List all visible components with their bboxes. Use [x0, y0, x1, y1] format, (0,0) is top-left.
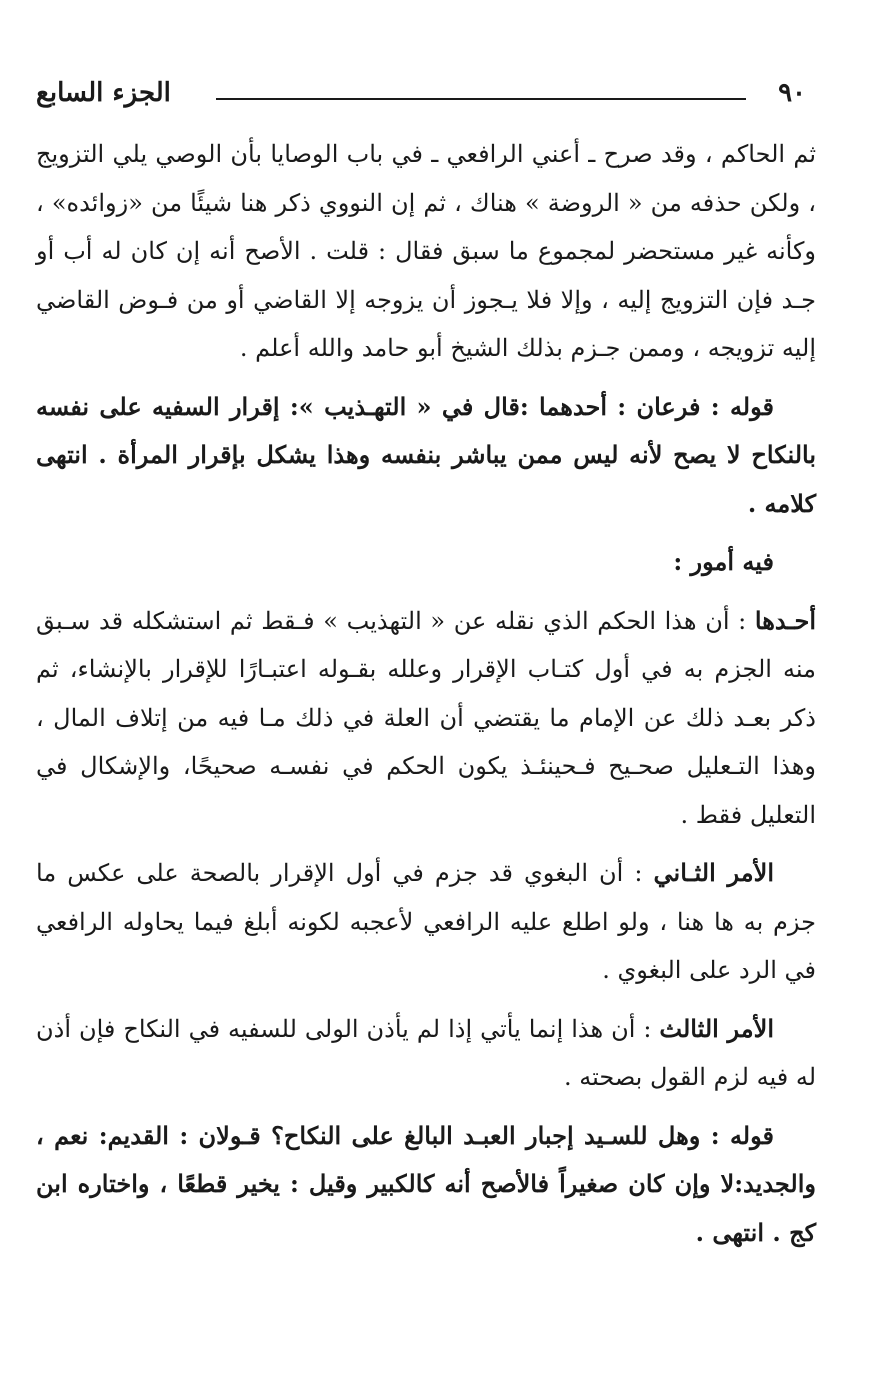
- page-number: ٩٠: [778, 78, 806, 108]
- paragraph-lead: الأمر الثـاني: [653, 858, 774, 887]
- paragraph-text: قوله : فرعان : أحدهما :قال في « التهـذيب »: إقرار السفيه على نفسه بالنكاح لا يصح لأنه ليس ممن يباشر بنفسه وهذا يشكل بإقرار المرأة . انتهى كلامه .: [36, 391, 816, 518]
- paragraph-text: ثم الحاكم ، وقد صرح ـ أعني الرافعي ـ في باب الوصايا بأن الوصي يلي التزويج ، ولكن حذفه من « الروضة » هناك ، ثم إن النووي ذكر هنا شيئًا من «زوائده» ، وكأنه غير مستحضر لمجموع ما سبق فقال : قلت . الأصح أنه إن كان له أب أو جـد فإن التزويج إليه ، وإلا فلا يـجوز أن يزوجه إلا القاضي أو من فـوض القاضي إليه تزويجه ، وممن جـزم بذلك الشيخ أبو حامد والله أعلم .: [36, 140, 816, 362]
- paragraph-lead: أحـدها: [754, 605, 816, 635]
- paragraph-text: : أن هذا الحكم الذي نقله عن « التهذيب » فـقط ثم استشكله قد سـبق منه الجزم به في أول كتـاب الإقرار وعلله بقـوله اعتبـارًا للإقرار بالإنشاء، ثم ذكر بعـد ذلك عن الإمام ما يقتضي أن العلة في ذلك مـا فيه من إتلاف المال ، وهذا التـعليل صحـيح فـحينئـذ يكون الحكم في نفسـه صحيحًا، والإشكال في التعليل فقط .: [36, 606, 816, 829]
- paragraph-lead: الأمر الثالث: [659, 1013, 774, 1043]
- paragraph-1: [36, 130, 816, 373]
- document-page: [36, 70, 816, 1267]
- paragraph-4: [36, 597, 816, 840]
- paragraph-text: فيه أمور :: [673, 547, 774, 576]
- header-rule: [216, 98, 746, 100]
- paragraph-7-quote: [36, 1112, 816, 1258]
- paragraph-3-heading: [36, 538, 816, 587]
- paragraph-2-quote: [36, 383, 816, 529]
- page-header: [36, 70, 816, 130]
- running-title: الجزء السابع: [36, 78, 171, 108]
- paragraph-text: قوله : وهل للسـيد إجبار العبـد البالغ على النكاح؟ قـولان : القديم: نعم ، والجديد:لا وإن كان صغيراً فالأصح أنه كالكبير وقيل : يخير قطعًا ، واختاره ابن كج . انتهى .: [36, 1120, 816, 1247]
- paragraph-text: : أن البغوي قد جزم في أول الإقرار بالصحة على عكس ما جزم به ها هنا ، ولو اطلع عليه الرافعي لأعجبه لكونه أبلغ فيما يحاوله الرافعي في الرد على البغوي .: [36, 859, 816, 984]
- paragraph-5: [36, 849, 816, 995]
- paragraph-text: : أن هذا إنما يأتي إذا لم يأذن الولى للسفيه في النكاح فإن أذن له فيه لزم القول بصحته .: [36, 1014, 816, 1091]
- paragraph-6: [36, 1005, 816, 1102]
